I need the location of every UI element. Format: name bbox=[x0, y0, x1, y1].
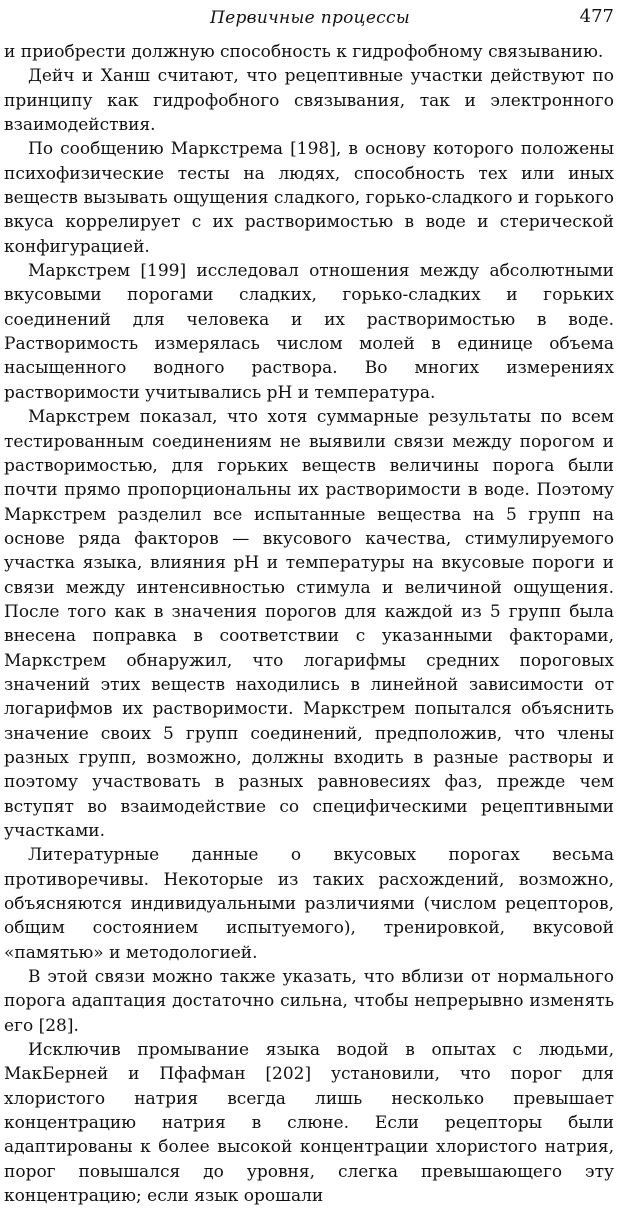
paragraph: Маркстрем показал, что хотя суммарные результаты по всем тестированным соединениям не выявили связи между порогом и растворимостью, для горьких веществ величины порога были почти прямо пропорциональны их растворимости в воде. Поэтому Маркстрем разделил все испытанные вещества на 5 групп на основе ряда факторов — вкусового качества, стимулируемого участка языка, влияния pH и температуры на вкусовые пороги и связи между интенсивностью стимула и величиной ощущения. После того как в значения порогов для каждой из 5 групп была внесена поправка в соответствии с указанными факторами, Маркстрем обнаружил, что логарифмы средних пороговых значений этих веществ находились в линейной зависимости от логарифмов их растворимости. Маркстрем попытался объяснить значение своих 5 групп соединений, предположив, что члены разных групп, возможно, должны входить в разные растворы и поэтому участвовать в разных равновесиях фаз, прежде чем вступят во взаимодействие со специфическими рецептивными участками. bbox=[4, 407, 614, 841]
page-header bbox=[0, 0, 620, 40]
page-number: 477 bbox=[579, 6, 614, 27]
paragraph: По сообщению Маркстрема [198], в основу которого положены психофизические тесты на людях, способность тех или иных веществ вызывать ощущения сладкого, горько-сладкого и горького вкуса коррелирует с их растворимостью в воде и стерической конфигурацией. bbox=[4, 139, 614, 257]
body-text bbox=[4, 40, 614, 1209]
paragraph: Маркстрем [199] исследовал отношения между абсолютными вкусовыми порогами сладких, горько-сладких и горьких соединений для человека и их растворимостью в воде. Растворимость измерялась числом молей в единице объема насыщенного водного раствора. Во многих измерениях растворимости учитывались pH и температура. bbox=[4, 261, 614, 403]
paragraph: В этой связи можно также указать, что вблизи от нормального порога адаптация достаточно сильна, чтобы непрерывно изменять его [28]. bbox=[4, 967, 614, 1036]
paragraph: Исключив промывание языка водой в опытах с людьми, МакБерней и Пфафман [202] установили, что порог для хлористого натрия всегда лишь несколько превышает концентрацию натрия в слюне. Если рецепторы были адаптированы к более высокой концентрации хлористого натрия, порог повышался до уровня, слегка превышающего эту концентрацию; если язык орошали bbox=[4, 1040, 614, 1207]
paragraph-continuation: и приобрести должную способность к гидрофобному связыванию. bbox=[4, 42, 604, 62]
paragraph: Литературные данные о вкусовых порогах весьма противоречивы. Некоторые из таких расхождений, возможно, объясняются индивидуальными различиями (числом рецепторов, общим состоянием испытуемого), тренировкой, вкусовой «памятью» и методологией. bbox=[4, 845, 614, 963]
running-title: Первичные процессы bbox=[210, 8, 410, 28]
paragraph: Дейч и Ханш считают, что рецептивные участки действуют по принципу как гидрофобного связывания, так и электронного взаимодействия. bbox=[4, 66, 614, 136]
